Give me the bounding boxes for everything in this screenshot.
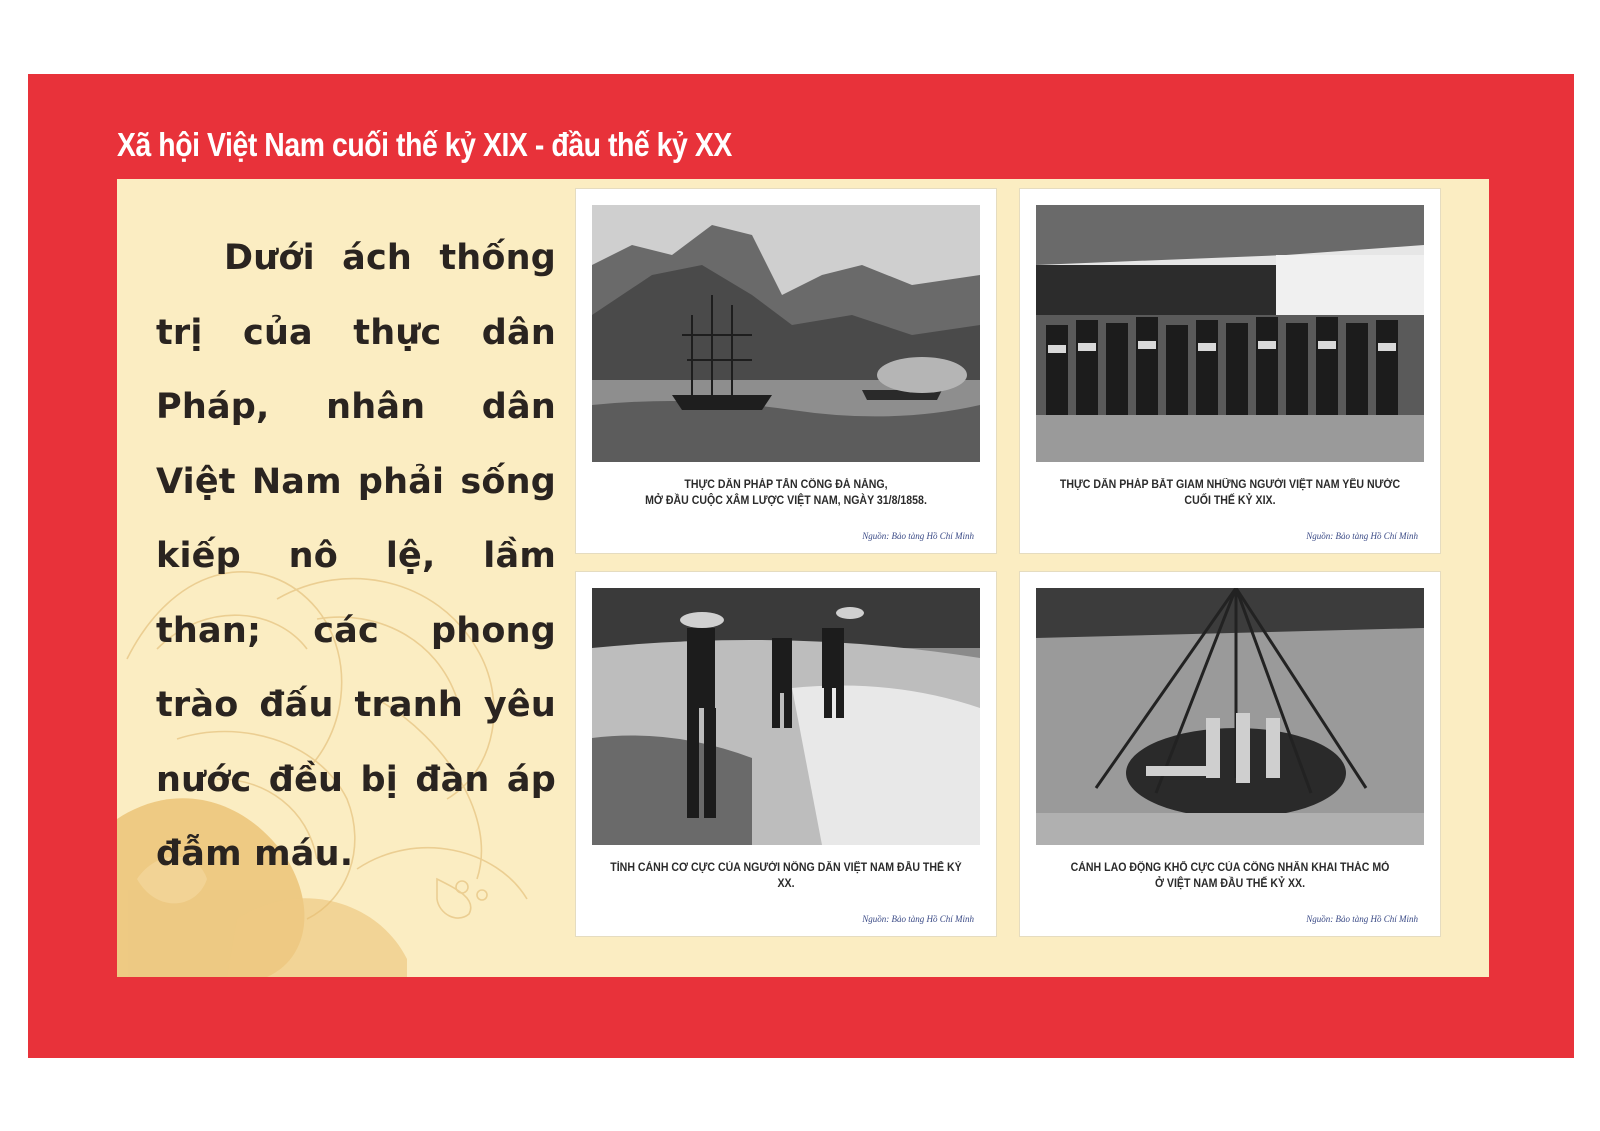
- photo-source: Nguồn: Bảo tàng Hồ Chí Minh: [862, 914, 974, 924]
- poster-background: [28, 74, 1574, 1058]
- photo-danang-attack: [592, 205, 980, 462]
- photo-caption: TÌNH CẢNH CƠ CỰC CỦA NGƯỜI NÔNG DÂN VIỆT NAM ĐẦU THẾ KỶ XX.: [610, 862, 962, 890]
- poster-title: Xã hội Việt Nam cuối thế kỷ XIX - đầu thế kỷ XX: [117, 126, 732, 163]
- photo-miners: [1036, 588, 1424, 845]
- photo-peasants-field: [592, 588, 980, 845]
- photo-source: Nguồn: Bảo tàng Hồ Chí Minh: [1306, 531, 1418, 541]
- photo-card-danang: [575, 188, 997, 554]
- photo-card-peasants: [575, 571, 997, 937]
- photo-source: Nguồn: Bảo tàng Hồ Chí Minh: [862, 531, 974, 541]
- photo-source: Nguồn: Bảo tàng Hồ Chí Minh: [1306, 914, 1418, 924]
- photo-patriots-imprisoned: [1036, 205, 1424, 462]
- main-paragraph: Dưới ách thống trị của thực dân Pháp, nhân dân Việt Nam phải sống kiếp nô lệ, lầm than; các phong trào đấu tranh yêu nước đều bị đàn áp đẫm máu.: [156, 238, 556, 874]
- photo-card-miners: [1019, 571, 1441, 937]
- photo-caption: THỰC DÂN PHÁP BẮT GIAM NHỮNG NGƯỜI VIỆT NAM YÊU NƯỚC CUỐI THẾ KỶ XIX.: [1059, 479, 1401, 507]
- photo-caption: THỰC DÂN PHÁP TẤN CÔNG ĐÀ NẴNG, MỞ ĐẦU CUỘC XÂM LƯỢC VIỆT NAM, NGÀY 31/8/1858.: [645, 479, 927, 507]
- photo-card-prisoners: [1019, 188, 1441, 554]
- photo-caption: CẢNH LAO ĐỘNG KHỔ CỰC CỦA CÔNG NHÂN KHAI THÁC MỎ Ở VIỆT NAM ĐẦU THẾ KỶ XX.: [1070, 862, 1390, 890]
